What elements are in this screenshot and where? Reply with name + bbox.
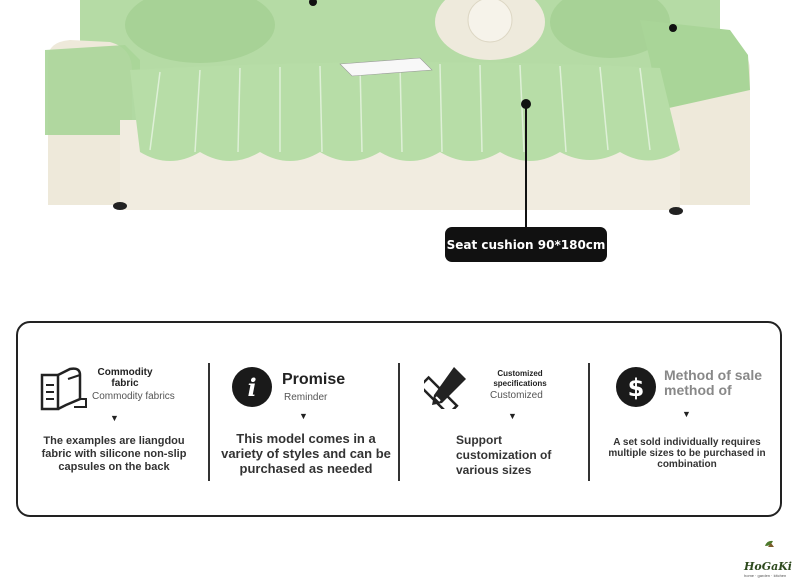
feature-subtitle: Commodity fabrics xyxy=(92,391,175,402)
info-icon xyxy=(230,365,274,409)
feature-description: A set sold individually requires multiple sizes to be purchased in combination xyxy=(608,437,766,470)
down-arrow-icon: ▼ xyxy=(299,411,308,421)
down-arrow-icon: ▼ xyxy=(110,413,119,423)
dollar-icon xyxy=(614,365,658,409)
svg-text:i: i xyxy=(247,373,257,402)
brand-leaf-icon xyxy=(742,537,798,561)
feature-description: The examples are liangdou fabric with silicone non-slip capsules on the back xyxy=(41,435,187,473)
feature-subtitle: Customized xyxy=(490,390,543,401)
feature-promise xyxy=(210,323,398,513)
product-info-panel xyxy=(16,321,782,517)
down-arrow-icon: ▼ xyxy=(682,409,691,419)
fabric-roll-icon xyxy=(40,365,88,411)
pencil-ruler-icon xyxy=(424,363,470,409)
down-arrow-icon: ▼ xyxy=(508,411,517,421)
brand-logo-text: HoGaKi xyxy=(744,560,792,573)
brand-tagline: home · garden · kitchen xyxy=(744,573,787,578)
size-callout-tag: Seat cushion 90*180cm xyxy=(445,227,607,262)
feature-description: Support customization of various sizes xyxy=(456,433,552,477)
feature-subtitle: Reminder xyxy=(284,392,328,403)
feature-customized xyxy=(400,323,588,513)
feature-title: Commodity fabric xyxy=(97,367,153,389)
feature-title: Method of sale method of xyxy=(664,367,763,398)
feature-method-of-sale xyxy=(590,323,780,513)
feature-title: Customized specifications xyxy=(493,369,547,388)
feature-commodity-fabric xyxy=(18,323,208,513)
svg-text:$: $ xyxy=(627,374,645,402)
feature-description: This model comes in a variety of styles and can be purchased as needed xyxy=(221,431,391,476)
feature-title: Promise xyxy=(282,371,346,388)
